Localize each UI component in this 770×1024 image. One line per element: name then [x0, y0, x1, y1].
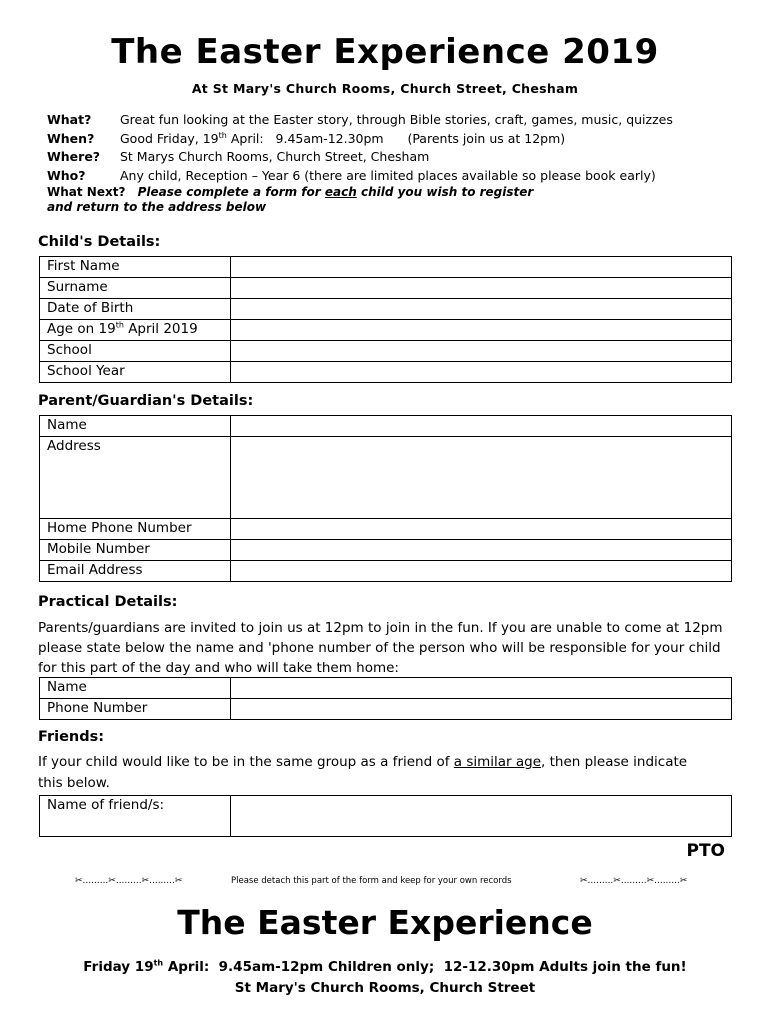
parent-name-field[interactable] [231, 416, 732, 437]
age-label-text: Age on 19 [47, 321, 116, 337]
friends-text-end: , then please indicate this below. [38, 754, 688, 791]
friends-text-underlined: a similar age [453, 754, 542, 770]
age-label-sup: th [115, 320, 124, 330]
carer-phone-label: Phone Number [40, 699, 231, 720]
tear-off-title: The Easter Experience [177, 903, 593, 942]
email-label: Email Address [40, 561, 231, 582]
info-when-value [120, 130, 565, 149]
info-next-line2: and return to the address below [47, 200, 267, 214]
dob-label: Date of Birth [40, 299, 231, 320]
first-name-field[interactable] [231, 257, 732, 278]
scissors-left-icon: ✂.........✂.........✂.........✂ [75, 876, 183, 886]
info-next-text: Please complete a form for [137, 185, 325, 199]
carer-phone-field[interactable] [231, 699, 732, 720]
info-when [47, 130, 747, 149]
info-next-label: What Next? [47, 185, 126, 199]
info-when-time: April: 9.45am-12.30pm (Parents join us at 12pm) [226, 130, 566, 146]
surname-label: Surname [40, 278, 231, 299]
practical-details-heading: Practical Details: [38, 594, 178, 610]
tear-off-day: Friday 19 [83, 959, 154, 975]
page-subtitle: At St Mary's Church Rooms, Church Street, Chesham [191, 81, 579, 96]
tear-off-line1 [0, 957, 770, 977]
friends-text [38, 752, 698, 794]
info-next [47, 185, 747, 215]
child-details-table [39, 256, 732, 383]
practical-details-text: Parents/guardians are invited to join us at 12pm to join in the fun. If you are unable to come at 12pm please state below the name and 'phone number of the person who will be responsible for your child for this part of the day and who will take them home: [38, 620, 723, 676]
age-label [40, 320, 231, 341]
practical-details-table [39, 677, 732, 720]
school-year-field[interactable] [231, 362, 732, 383]
home-phone-field[interactable] [231, 519, 732, 540]
event-info [47, 111, 747, 215]
info-who-value: Any child, Reception – Year 6 (there are limited places available so please book early) [120, 167, 656, 183]
carer-name-label: Name [40, 678, 231, 699]
tear-off-times: April: 9.45am-12pm Children only; 12-12.30pm Adults join the fun! [163, 959, 687, 975]
tear-off-sup: th [153, 958, 164, 968]
carer-name-field[interactable] [231, 678, 732, 699]
friend-name-field[interactable] [231, 796, 732, 837]
info-what [47, 111, 747, 130]
info-who-label: Who? [47, 167, 86, 183]
scissors-right-icon: ✂.........✂.........✂.........✂ [580, 876, 688, 886]
info-next-emphasis: each [324, 185, 357, 199]
home-phone-label: Home Phone Number [40, 519, 231, 540]
parent-details-table [39, 415, 732, 582]
email-field[interactable] [231, 561, 732, 582]
friends-text-start: If your child would like to be in the same group as a friend of [38, 754, 454, 770]
parent-details-heading: Parent/Guardian's Details: [38, 393, 254, 409]
friends-table [39, 795, 732, 837]
info-when-day: Good Friday, 19 [120, 130, 219, 146]
age-label-end: April 2019 [123, 321, 198, 337]
child-details-heading: Child's Details: [38, 234, 161, 250]
info-what-label: What? [47, 112, 92, 127]
info-when-label: When? [47, 130, 95, 146]
info-where [47, 148, 747, 167]
address-label: Address [40, 437, 231, 519]
mobile-field[interactable] [231, 540, 732, 561]
friends-heading: Friends: [38, 729, 105, 745]
info-who [47, 167, 747, 186]
school-label: School [40, 341, 231, 362]
info-where-label: Where? [47, 149, 101, 164]
school-year-label: School Year [40, 362, 231, 383]
first-name-label: First Name [40, 257, 231, 278]
surname-field[interactable] [231, 278, 732, 299]
info-next-text-end: child you wish to register [356, 185, 534, 199]
pto-label: PTO [686, 841, 725, 861]
info-when-sup: th [218, 130, 227, 140]
tear-off-line2: St Mary's Church Rooms, Church Street [234, 980, 536, 996]
info-where-value: St Marys Church Rooms, Church Street, Chesham [120, 149, 430, 164]
address-field[interactable] [231, 437, 732, 519]
detach-note: Please detach this part of the form and keep for your own records [231, 876, 512, 886]
dob-field[interactable] [231, 299, 732, 320]
friend-name-label: Name of friend/s: [40, 796, 231, 837]
page-title: The Easter Experience 2019 [111, 32, 659, 72]
parent-name-label: Name [40, 416, 231, 437]
school-field[interactable] [231, 341, 732, 362]
mobile-label: Mobile Number [40, 540, 231, 561]
age-field[interactable] [231, 320, 732, 341]
info-what-value: Great fun looking at the Easter story, through Bible stories, craft, games, music, quizzes [120, 112, 673, 127]
